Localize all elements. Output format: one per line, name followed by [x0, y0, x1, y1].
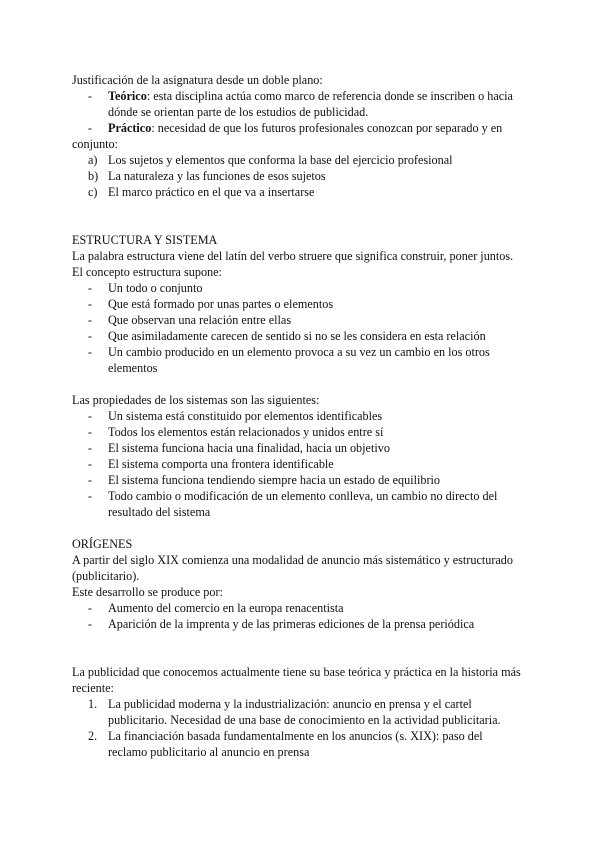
list-item — [72, 408, 524, 424]
list-item — [72, 488, 524, 520]
origenes-paragraph: A partir del siglo XIX comienza una modalidad de anuncio más sistemático y estructurado (publicitario). — [72, 553, 513, 583]
dash-marker: - — [88, 425, 93, 439]
numbered-item — [72, 728, 524, 760]
dash-marker: - — [88, 617, 93, 631]
sub-item — [72, 152, 524, 168]
number-marker: 2. — [88, 729, 98, 743]
dash-marker: - — [88, 121, 93, 135]
list-item — [72, 616, 524, 632]
list-item-text: Que observan una relación entre ellas — [108, 313, 292, 327]
numbered-item-text: La financiación basada fundamentalmente en los anuncios (s. XIX): paso del reclamo publicitario al anuncio en prensa — [108, 729, 483, 759]
list-item — [72, 344, 524, 376]
list-item-text: Todos los elementos están relacionados y unidos entre sí — [108, 425, 384, 439]
practico-label: Práctico — [108, 121, 152, 135]
list-item-text: Un todo o conjunto — [108, 281, 203, 295]
list-item — [72, 296, 524, 312]
sub-item-text: El marco práctico en el que va a insertarse — [108, 185, 315, 199]
actual-paragraph: La publicidad que conocemos actualmente tiene su base teórica y práctica en la historia más reciente: — [72, 665, 521, 695]
list-item-practico — [72, 120, 524, 136]
dash-marker: - — [88, 457, 93, 471]
list-item-text: Todo cambio o modificación de un elemento conlleva, un cambio no directo del resultado del sistema — [108, 489, 498, 519]
estructura-paragraph: La palabra estructura viene del latín del verbo struere que significa construir, poner juntos. El concepto estructura supone: — [72, 249, 514, 279]
numbered-item-text: La publicidad moderna y la industrialización: anuncio en prensa y el cartel publicitario. Necesidad de una base de conocimiento en la actividad publicitaria. — [108, 697, 501, 727]
list-item — [72, 472, 524, 488]
list-item-text: Un cambio producido en un elemento provoca a su vez un cambio en los otros elementos — [108, 345, 490, 375]
list-item-teorico — [72, 88, 524, 120]
section-title-estructura: ESTRUCTURA Y SISTEMA — [72, 233, 218, 247]
list-item-text: Que asimiladamente carecen de sentido si no se les considera en esta relación — [108, 329, 486, 343]
section-title-origenes: ORÍGENES — [72, 537, 133, 551]
dash-marker: - — [88, 473, 93, 487]
dash-marker: - — [88, 441, 93, 455]
intro-heading: Justificación de la asignatura desde un doble plano: — [72, 73, 323, 87]
list-item-text: El sistema comporta una frontera identificable — [108, 457, 334, 471]
sub-item — [72, 184, 524, 200]
list-item-text: Aumento del comercio en la europa renacentista — [108, 601, 344, 615]
dash-marker: - — [88, 313, 93, 327]
sub-item-text: La naturaleza y las funciones de esos sujetos — [108, 169, 326, 183]
dash-marker: - — [88, 489, 93, 503]
list-item — [72, 424, 524, 440]
practico-text: : necesidad de que los futuros profesionales conozcan por separado y en — [151, 121, 503, 135]
list-item-text: El sistema funciona tendiendo siempre hacia un estado de equilibrio — [108, 473, 441, 487]
numbered-item — [72, 696, 524, 728]
properties-intro: Las propiedades de los sistemas son las siguientes: — [72, 393, 320, 407]
dash-marker: - — [88, 281, 93, 295]
sub-item — [72, 168, 524, 184]
teorico-text: : esta disciplina actúa como marco de referencia donde se inscriben o hacia dónde se orientan parte de los estudios de publicidad. — [108, 89, 513, 119]
dash-marker: - — [88, 409, 93, 423]
list-item — [72, 456, 524, 472]
sub-item-marker: b) — [88, 169, 99, 183]
dash-marker: - — [88, 601, 93, 615]
dash-marker: - — [88, 89, 93, 103]
list-item-text: Que está formado por unas partes o elementos — [108, 297, 334, 311]
list-item — [72, 600, 524, 616]
list-item-text: Aparición de la imprenta y de las primeras ediciones de la prensa periódica — [108, 617, 475, 631]
list-item — [72, 328, 524, 344]
list-item-text: Un sistema está constituido por elementos identificables — [108, 409, 383, 423]
list-item — [72, 280, 524, 296]
dash-marker: - — [88, 329, 93, 343]
document-page — [72, 72, 524, 760]
number-marker: 1. — [88, 697, 98, 711]
sub-item-text: Los sujetos y elementos que conforma la base del ejercicio profesional — [108, 153, 453, 167]
origenes-paragraph-2: Este desarrollo se produce por: — [72, 585, 223, 599]
dash-marker: - — [88, 345, 93, 359]
list-item — [72, 440, 524, 456]
list-item — [72, 312, 524, 328]
teorico-label: Teórico — [108, 89, 147, 103]
list-item-text: El sistema funciona hacia una finalidad, hacia un objetivo — [108, 441, 390, 455]
dash-marker: - — [88, 297, 93, 311]
sub-item-marker: c) — [88, 185, 98, 199]
sub-item-marker: a) — [88, 153, 98, 167]
practico-continuation: conjunto: — [72, 137, 119, 151]
